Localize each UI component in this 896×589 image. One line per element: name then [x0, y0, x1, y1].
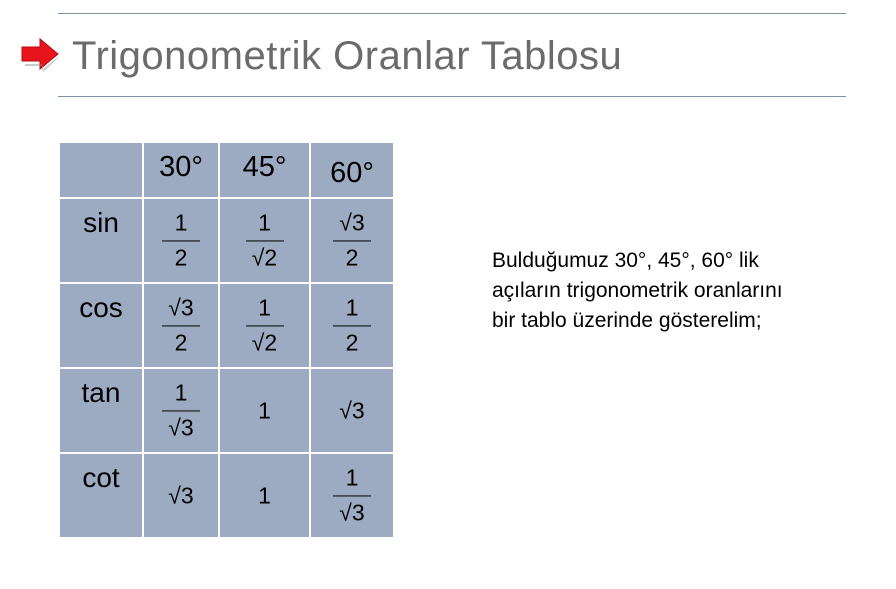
- description-line: açıların trigonometrik oranlarını: [492, 279, 783, 302]
- row-label-cell: [59, 283, 143, 368]
- fraction: [144, 210, 218, 271]
- page-title: Trigonometrik Oranlar Tablosu: [72, 34, 623, 78]
- trig-ratio-table: [58, 141, 395, 539]
- denominator: √3: [339, 499, 365, 526]
- fraction-bar: [333, 325, 371, 327]
- denominator: 2: [174, 244, 188, 271]
- fraction: [311, 465, 393, 526]
- table-row-cos: [59, 283, 394, 368]
- fraction: [220, 210, 309, 271]
- table-row-tan: [59, 368, 394, 453]
- header-label: 60°: [330, 157, 374, 189]
- denominator: 2: [345, 329, 359, 356]
- value-cell: [143, 283, 219, 368]
- fraction: [144, 295, 218, 356]
- value: √3: [168, 482, 194, 508]
- fraction-bar: [162, 240, 200, 242]
- fraction-bar: [246, 240, 284, 242]
- row-label: cos: [79, 292, 123, 323]
- fraction: [311, 295, 393, 356]
- row-label-cell: [59, 368, 143, 453]
- row-label: sin: [83, 207, 119, 238]
- description-line: bir tablo üzerinde gösterelim;: [492, 309, 762, 332]
- numerator: 1: [345, 463, 359, 490]
- header-cell-60: [310, 142, 394, 198]
- fraction: [311, 210, 393, 271]
- numerator: 1: [258, 293, 271, 320]
- title-underline: [58, 96, 846, 97]
- value-cell: [143, 368, 219, 453]
- fraction-bar: [333, 495, 371, 497]
- value-cell: [310, 198, 394, 283]
- header-cell-45: [219, 142, 310, 198]
- table-row-cot: [59, 453, 394, 538]
- numerator: 1: [258, 208, 271, 235]
- fraction-bar: [162, 325, 200, 327]
- red-arrow-icon: [20, 36, 62, 72]
- denominator: 2: [174, 329, 188, 356]
- numerator: √3: [168, 293, 194, 320]
- header-cell-30: [143, 142, 219, 198]
- value-cell: [219, 368, 310, 453]
- value-cell: [143, 198, 219, 283]
- fraction: [144, 380, 218, 441]
- description-text: [492, 246, 783, 336]
- numerator: √3: [339, 208, 365, 235]
- numerator: 1: [345, 293, 359, 320]
- numerator: 1: [174, 208, 188, 235]
- table-header-row: [59, 142, 394, 198]
- denominator: √2: [251, 329, 278, 356]
- fraction-bar: [246, 325, 284, 327]
- denominator: √3: [168, 414, 194, 441]
- value-cell: [310, 368, 394, 453]
- row-label-cell: [59, 453, 143, 538]
- row-label: tan: [81, 377, 121, 408]
- table-row-sin: [59, 198, 394, 283]
- top-rule: [58, 13, 846, 14]
- numerator: 1: [174, 378, 188, 405]
- row-label: cot: [82, 462, 120, 493]
- value-cell: [219, 198, 310, 283]
- fraction-bar: [162, 410, 200, 412]
- row-label-cell: [59, 198, 143, 283]
- value: 1: [258, 397, 271, 423]
- value: √3: [339, 397, 365, 423]
- value-cell: [143, 453, 219, 538]
- denominator: 2: [345, 244, 359, 271]
- value-cell: [310, 453, 394, 538]
- corner-cell: [59, 142, 143, 198]
- value-cell: [219, 283, 310, 368]
- value-cell: [219, 453, 310, 538]
- value-cell: [310, 283, 394, 368]
- fraction-bar: [333, 240, 371, 242]
- header-label: 45°: [242, 151, 287, 183]
- fraction: [220, 295, 309, 356]
- description-line: Bulduğumuz 30°, 45°, 60° lik: [492, 249, 759, 272]
- value: 1: [258, 482, 271, 508]
- header-label: 30°: [159, 151, 203, 183]
- denominator: √2: [251, 244, 278, 271]
